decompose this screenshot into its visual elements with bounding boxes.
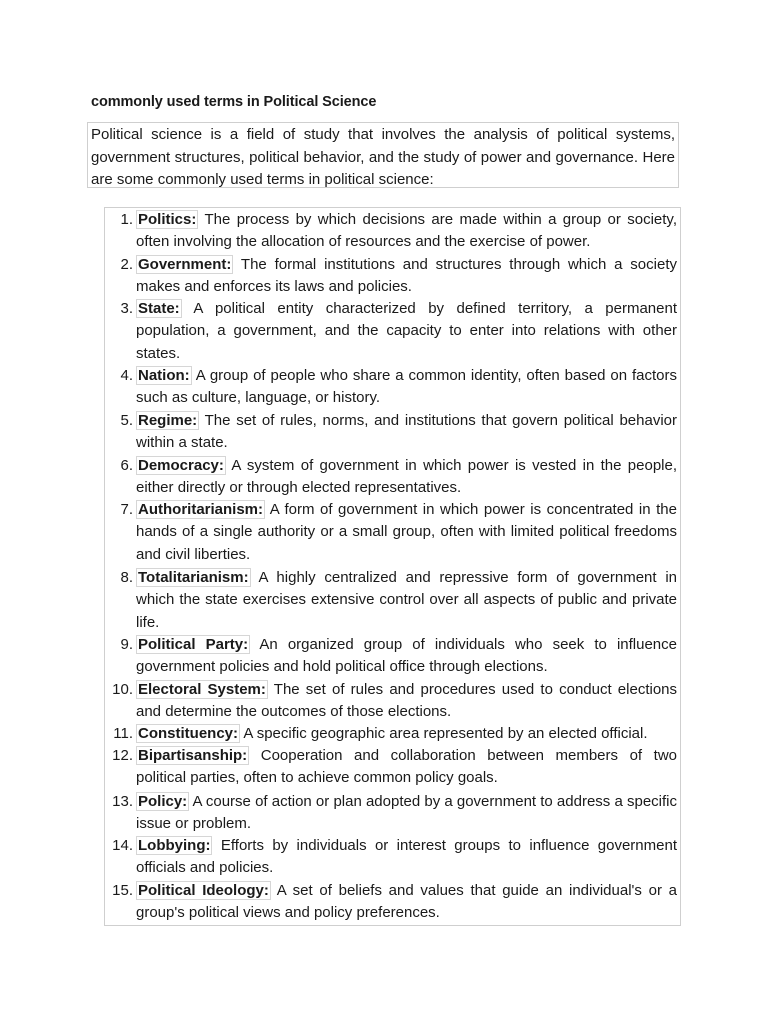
term-number: 10. (112, 681, 133, 698)
term-definition: Efforts by individuals or interest groups to influence government officials and policies. (136, 837, 677, 877)
term-name: Democracy: (138, 457, 224, 474)
term-number: 7. (120, 501, 133, 518)
term-number: 14. (112, 837, 133, 854)
term-name: State: (138, 300, 180, 317)
term-item (105, 410, 680, 455)
term-number: 1. (120, 211, 133, 228)
term-definition: A specific geographic area represented by an elected official. (243, 725, 648, 742)
term-definition: The formal institutions and structures through which a society makes and enforces its laws and policies. (136, 256, 677, 296)
term-item (105, 791, 680, 836)
term-definition: A highly centralized and repressive form of government in which the state exercises extensive control over all aspects of public and private life. (136, 569, 677, 631)
term-name: Nation: (138, 367, 190, 384)
term-definition: A course of action or plan adopted by a government to address a specific issue or problem. (136, 793, 677, 833)
term-number: 5. (120, 412, 133, 429)
term-number: 6. (120, 457, 133, 474)
term-item (105, 745, 680, 790)
term-definition: The set of rules, norms, and institutions that govern political behavior within a state. (136, 412, 677, 452)
term-item (105, 254, 680, 299)
term-item (105, 567, 680, 634)
term-name: Political Ideology: (138, 882, 269, 899)
term-number: 3. (120, 300, 133, 317)
term-name: Government: (138, 256, 232, 273)
term-definition: Cooperation and collaboration between members of two political parties, often to achieve common policy goals. (136, 747, 677, 787)
term-item (105, 835, 680, 880)
term-name: Constituency: (138, 725, 239, 742)
term-item (105, 880, 680, 925)
term-number: 15. (112, 882, 133, 899)
term-definition: A political entity characterized by defined territory, a permanent population, a government, and the capacity to enter into relations with other states. (136, 300, 677, 362)
term-name: Regime: (138, 412, 198, 429)
term-number: 4. (120, 367, 133, 384)
term-item (105, 723, 680, 745)
term-name: Politics: (138, 211, 197, 228)
term-item (105, 209, 680, 254)
term-number: 12. (112, 747, 133, 764)
term-definition: A form of government in which power is concentrated in the hands of a single authority or a small group, often with limited political freedoms and civil liberties. (136, 501, 677, 563)
term-number: 13. (112, 793, 133, 810)
intro-paragraph: Political science is a field of study that involves the analysis of political systems, government structures, political behavior, and the study of power and governance. Here are some commonly used terms in political science: (87, 122, 679, 188)
term-name: Totalitarianism: (138, 569, 249, 586)
term-definition: A group of people who share a common identity, often based on factors such as culture, language, or history. (136, 367, 678, 407)
term-definition: The set of rules and procedures used to conduct elections and determine the outcomes of those elections. (136, 681, 678, 721)
term-name: Electoral System: (138, 681, 266, 698)
term-definition: The process by which decisions are made within a group or society, often involving the allocation of resources and the exercise of power. (136, 211, 677, 251)
term-item (105, 365, 680, 410)
page-title: commonly used terms in Political Science (91, 94, 377, 110)
term-number: 11. (113, 725, 133, 742)
term-number: 8. (120, 569, 133, 586)
terms-list-box (104, 207, 681, 926)
term-name: Policy: (138, 793, 188, 810)
term-name: Bipartisanship: (138, 747, 248, 764)
term-name: Authoritarianism: (138, 501, 264, 518)
term-number: 2. (120, 256, 133, 273)
term-definition: An organized group of individuals who seek to influence government policies and hold political office through elections. (136, 636, 677, 676)
term-name: Political Party: (138, 636, 249, 653)
term-item (105, 455, 680, 500)
term-definition: A set of beliefs and values that guide an individual's or a group's political views and policy preferences. (136, 882, 677, 922)
term-definition: A system of government in which power is vested in the people, either directly or through elected representatives. (136, 457, 677, 497)
term-item (105, 634, 680, 679)
term-item (105, 298, 680, 365)
term-item (105, 679, 680, 724)
term-number: 9. (120, 636, 133, 653)
term-name: Lobbying: (138, 837, 211, 854)
term-item (105, 499, 680, 566)
